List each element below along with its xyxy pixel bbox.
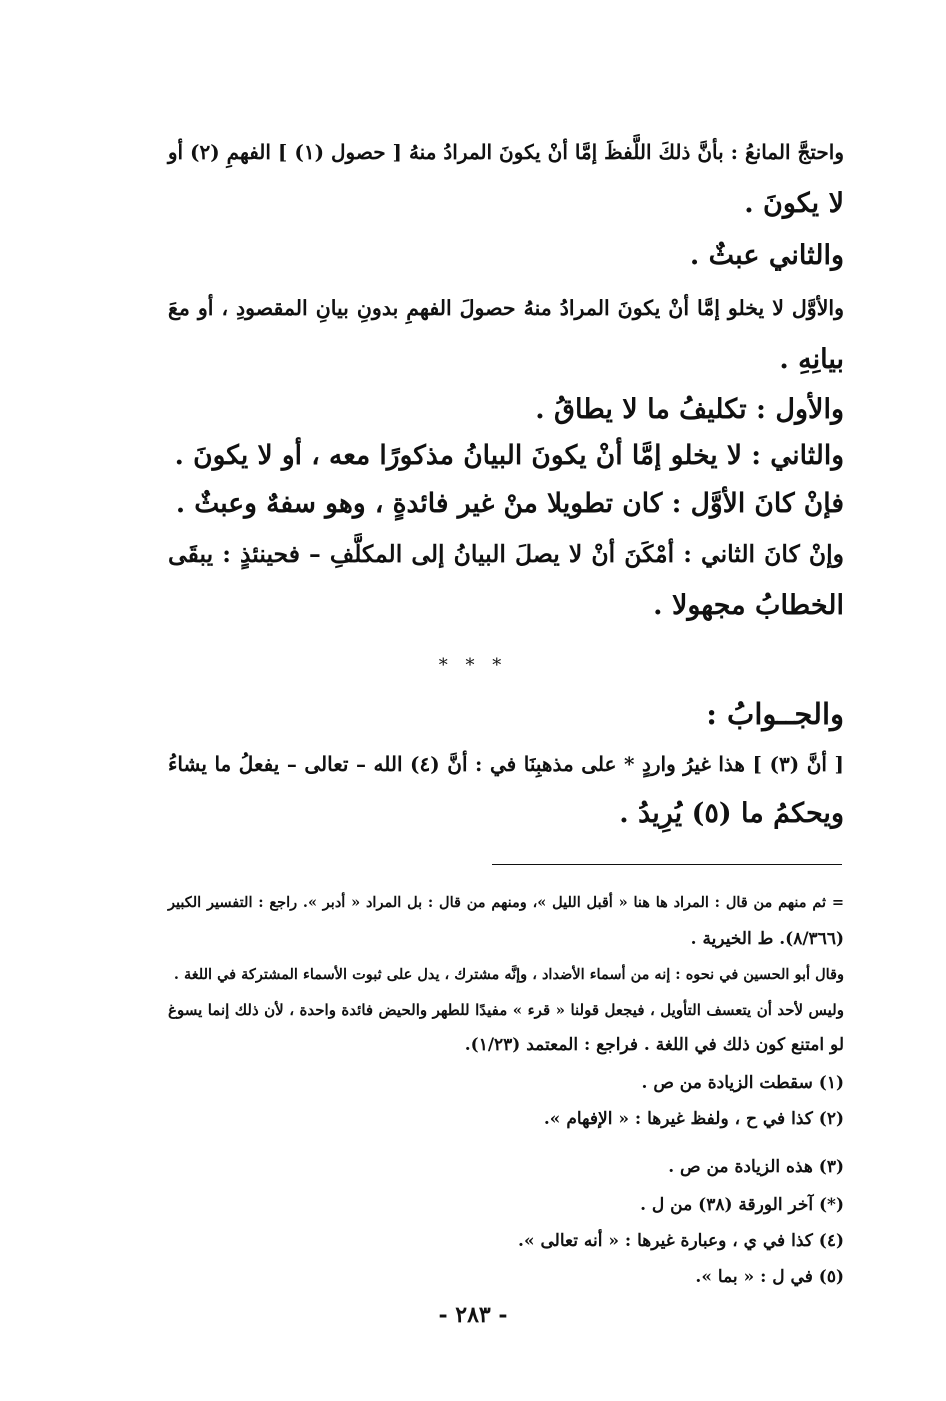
text-line: فإنْ كانَ الأوَّل : كان تطويلا منْ غير فائدةٍ ، وهو سفهٌ وعبثٌ . [175,488,844,519]
footnote-rule [492,864,842,865]
text-line: بيانِهِ . [779,344,844,375]
answer-heading: والجــوابُ : [706,697,844,731]
footnote-line: (٤) كذا في ي ، وعبارة غيرها : « أنه تعالى ». [518,1231,844,1251]
footnote-line: (٢) كذا في ح ، ولفظ غيرها : « الإفهام ». [543,1109,844,1129]
footnote-line: وليس لأحد أن يتعسف التأويل ، فيجعل قولنا « قرء » مفيدًا للطهر والحيض فائدة واحدة ، لأن ذلك إنما يسوغ [168,1001,844,1019]
answer-line: ويحكمُ ما (٥) يُرِيدُ . [619,798,844,829]
text-line: واحتجَّ المانعُ : بأنَّ ذلكَ اللَّفظَ إمَّا أنْ يكونَ المرادُ منهُ [ حصول (١) ] الفهمِ (٢) أو [167,140,844,164]
footnote-line: = ثم منهم من قال : المراد ها هنا « أقبل الليل »، ومنهم من قال : بل المراد « أدبر ». راجع : التفسير الكبير [168,894,844,911]
footnote-line: (٨/٣٦٦). ط الخيرية . [690,929,844,949]
text-line: والثاني : لا يخلو إمَّا أنْ يكونَ البيانُ مذكورًا معه ، أو لا يكونَ . [174,440,844,471]
text-line: والأوَّل لا يخلو إمَّا أنْ يكونَ المرادُ منهُ حصولَ الفهمِ بدونِ بيانِ المقصودِ ، أو معَ [168,296,844,320]
footnote-line: وقال أبو الحسين في نحوه : إنه من أسماء الأضداد ، وإنَّه مشترك ، يدل على ثبوت الأسماء المشتركة في اللغة . [173,966,844,983]
footnote-line: (٥) في ل : « بما ». [695,1267,844,1287]
footnote-line: لو امتنع كون ذلك في اللغة . فراجع : المعتمد (١/٢٣). [464,1035,844,1055]
footnote-line: (٣) هذه الزيادة من ص . [668,1157,844,1177]
text-line: والثاني عبثٌ . [689,240,844,271]
text-line: والأول : تكليفُ ما لا يطاقُ . [535,394,844,425]
text-line: لا يكونَ . [744,188,844,219]
text-line: وإنْ كانَ الثاني : أمْكَنَ أنْ لا يصلَ البيانُ إلى المكلَّفِ – فحينئذٍ : يبقَى [168,540,844,568]
answer-line: [ أنَّ (٣) ] هذا غيرُ واردٍ * على مذهبِنَا في : أنَّ (٤) الله – تعالى – يفعلُ ما يشاءُ [168,752,844,776]
section-separator: * * * [438,655,508,676]
footnote-line: (١) سقطت الزيادة من ص . [641,1073,844,1093]
text-line: الخطابُ مجهولا . [653,590,844,621]
page-number: - ٢٨٣ - [438,1302,508,1328]
footnote-line: (*) آخر الورقة (٣٨) من ل . [640,1195,844,1215]
